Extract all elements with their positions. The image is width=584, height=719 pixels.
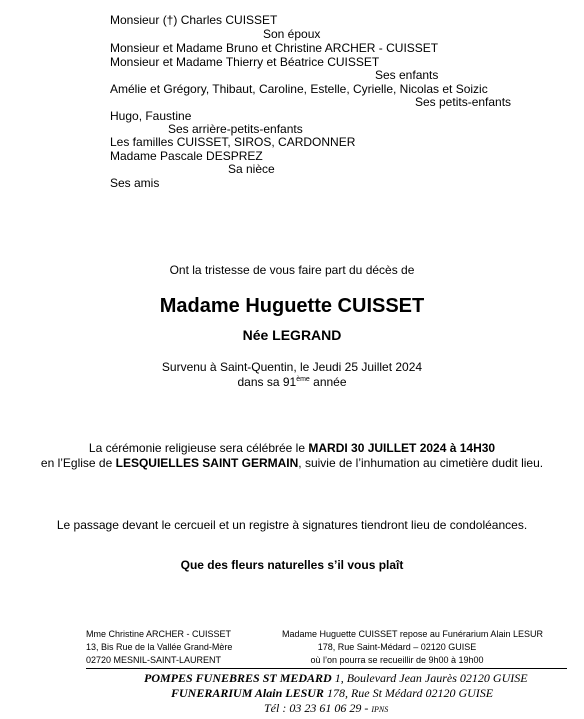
family-address-name: Mme Christine ARCHER - CUISSET <box>86 629 232 639</box>
ceremony-church-prefix: en l’Eglise de <box>40 456 116 470</box>
family-member-8: Ses amis <box>110 176 160 190</box>
family-address-block <box>86 628 232 667</box>
announcement-intro: Ont la tristesse de vous faire part du décès de <box>169 263 415 277</box>
family-member-7: Madame Pascale DESPREZ <box>110 149 263 163</box>
family-address-street: 13, Bis Rue de la Vallée Grand-Mère <box>86 642 233 652</box>
birth-name: Née LEGRAND <box>242 327 342 343</box>
footer-funerarium-name: FUNERARIUM Alain LESUR <box>171 686 324 700</box>
family-address-city: 02720 MESNIL-SAINT-LAURENT <box>86 655 222 665</box>
footer-company-address: 1, Boulevard Jean Jaurès 02120 GUISE <box>331 671 528 685</box>
footer-phone: Tél : 03 23 61 06 29 - <box>264 701 372 715</box>
funeral-home-rest-info: Madame Huguette CUISSET repose au Funérarium Alain LESUR <box>282 629 543 639</box>
age-suffix: année <box>309 375 347 389</box>
footer-phone-line <box>264 701 388 716</box>
footer-divider <box>86 668 567 669</box>
ceremony-line-2 <box>0 456 584 470</box>
flowers-note: Que des fleurs naturelles s’il vous plaît <box>180 558 404 572</box>
condolences-note: Le passage devant le cercueil et un registre à signatures tiendront lieu de condoléances. <box>56 518 528 532</box>
ceremony-church: LESQUIELLES SAINT GERMAIN <box>115 456 299 470</box>
footer-funerarium-address: 178, Rue St Médard 02120 GUISE <box>323 686 494 700</box>
footer-company-name: POMPES FUNEBRES ST MEDARD <box>144 671 332 685</box>
ceremony-burial: , suivie de l’inhumation au cimetière dudit lieu. <box>298 456 544 470</box>
family-member-2: Monsieur et Madame Bruno et Christine ARCHER - CUISSET <box>110 41 439 55</box>
ceremony-date: MARDI 30 JUILLET 2024 à 14H30 <box>308 441 496 455</box>
family-member-3: Monsieur et Madame Thierry et Béatrice CUISSET <box>110 55 380 69</box>
age-ordinal: ème <box>296 376 310 383</box>
deceased-name: Madame Huguette CUISSET <box>159 295 425 317</box>
family-member-1: Monsieur (†) Charles CUISSET <box>110 13 278 27</box>
ceremony-intro: La cérémonie religieuse sera célébrée le <box>88 441 309 455</box>
family-member-5: Hugo, Faustine <box>110 109 192 123</box>
ceremony-line-1 <box>0 441 584 455</box>
relation-label-great-grandchildren: Ses arrière-petits-enfants <box>168 122 303 136</box>
relation-label-grandchildren: Ses petits-enfants <box>415 95 512 109</box>
funeral-home-block <box>282 628 543 667</box>
footer-ipns: IPNS <box>371 705 389 714</box>
relation-label-spouse: Son époux <box>263 27 321 41</box>
age-line <box>0 375 584 389</box>
relation-label-children: Ses enfants <box>375 68 439 82</box>
family-member-4: Amélie et Grégory, Thibaut, Caroline, Estelle, Cyrielle, Nicolas et Soizic <box>110 82 488 96</box>
relation-label-niece: Sa nièce <box>228 162 275 176</box>
visiting-hours: où l’on pourra se recueillir de 9h00 à 19h00 <box>310 655 484 665</box>
footer-company-line <box>144 671 528 686</box>
death-details: Survenu à Saint-Quentin, le Jeudi 25 Juillet 2024 <box>161 360 423 374</box>
age-prefix: dans sa 91 <box>237 375 297 389</box>
funeral-home-address: 178, Rue Saint-Médard – 02120 GUISE <box>317 642 477 652</box>
family-member-6: Les familles CUISSET, SIROS, CARDONNER <box>110 135 356 149</box>
footer-funerarium-line <box>171 686 493 701</box>
